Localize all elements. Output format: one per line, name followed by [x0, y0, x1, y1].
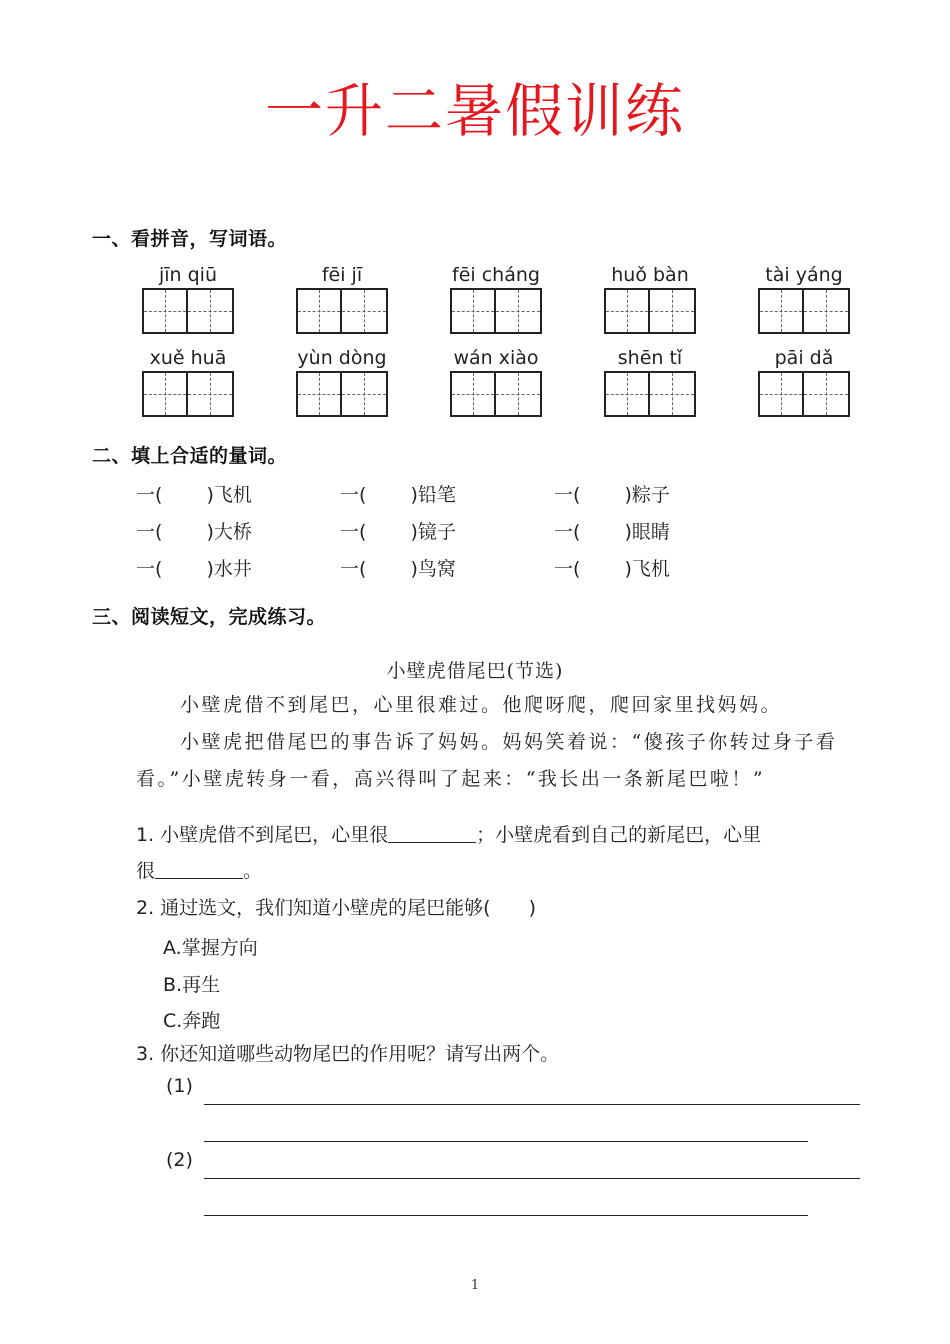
answer-blank[interactable]: [155, 857, 243, 879]
answer-blank[interactable]: [388, 821, 476, 843]
pinyin-item: [142, 262, 262, 334]
pinyin-item: [604, 262, 724, 334]
section2-heading: 二、填上合适的量词。: [92, 445, 288, 467]
option-c[interactable]: C.奔跑: [163, 1010, 221, 1032]
question-3: 3. 你还知道哪些动物尾巴的作用呢？请写出两个。: [136, 1043, 560, 1065]
measure-word-item[interactable]: 一( )水井: [136, 558, 252, 580]
writing-grid[interactable]: [296, 371, 416, 417]
writing-grid[interactable]: [450, 288, 570, 334]
passage-paragraph: 小壁虎借不到尾巴，心里很难过。他爬呀爬，爬回家里找妈妈。: [180, 694, 783, 716]
pinyin-label: fēi cháng: [452, 264, 540, 286]
question-1: [136, 817, 866, 853]
pinyin-item: [450, 345, 570, 417]
pinyin-item: [142, 345, 262, 417]
section3-heading: 三、阅读短文，完成练习。: [92, 606, 327, 628]
writing-grid[interactable]: [758, 371, 878, 417]
pinyin-label: huǒ bàn: [611, 264, 689, 286]
answer-line[interactable]: [204, 1141, 808, 1142]
writing-grid[interactable]: [296, 288, 416, 334]
pinyin-label: shēn tǐ: [617, 347, 683, 369]
page-title: 一升二暑假训练: [264, 77, 685, 145]
pinyin-label: fēi jī: [321, 264, 363, 286]
measure-word-item[interactable]: 一( )鸟窝: [340, 558, 456, 580]
pinyin-label: yùn dòng: [297, 347, 387, 369]
measure-word-item[interactable]: 一( )镜子: [340, 521, 456, 543]
writing-grid[interactable]: [604, 288, 724, 334]
question-1-text: 1. 小壁虎借不到尾巴，心里很: [136, 824, 389, 846]
pinyin-item: [296, 345, 416, 417]
question-1-text: 很: [136, 860, 156, 882]
measure-word-item[interactable]: 一( )眼睛: [554, 521, 670, 543]
measure-word-item[interactable]: 一( )大桥: [136, 521, 252, 543]
pinyin-item: [450, 262, 570, 334]
answer-label: (2): [166, 1149, 193, 1171]
measure-word-item[interactable]: 一( )飞机: [136, 484, 252, 506]
option-a[interactable]: A.掌握方向: [163, 937, 258, 959]
question-1-text: 。: [243, 860, 263, 882]
passage-title: 小壁虎借尾巴(节选): [386, 660, 564, 682]
page-number: 1: [470, 1278, 480, 1293]
question-2: 2. 通过选文，我们知道小壁虎的尾巴能够( ): [136, 897, 536, 919]
writing-grid[interactable]: [758, 288, 878, 334]
question-1-cont: [136, 853, 866, 889]
measure-word-item[interactable]: 一( )飞机: [554, 558, 670, 580]
question-1-text: ；小壁虎看到自己的新尾巴，心里: [476, 824, 762, 846]
passage-paragraph: 小壁虎把借尾巴的事告诉了妈妈。妈妈笑着说：“傻孩子你转过身子看看。”小壁虎转身一看，高兴得叫了起来：“我长出一条新尾巴啦！”: [136, 731, 838, 790]
pinyin-item: [758, 262, 878, 334]
writing-grid[interactable]: [604, 371, 724, 417]
pinyin-item: [604, 345, 724, 417]
pinyin-label: xuě huā: [149, 347, 227, 369]
answer-line[interactable]: [204, 1104, 860, 1105]
writing-grid[interactable]: [142, 288, 262, 334]
section1-heading: 一、看拼音，写词语。: [92, 228, 288, 250]
measure-word-item[interactable]: 一( )铅笔: [340, 484, 456, 506]
pinyin-item: [296, 262, 416, 334]
pinyin-label: tài yáng: [765, 264, 843, 286]
answer-line[interactable]: [204, 1215, 808, 1216]
pinyin-label: pāi dǎ: [774, 347, 834, 369]
pinyin-label: wán xiào: [453, 347, 539, 369]
writing-grid[interactable]: [450, 371, 570, 417]
pinyin-item: [758, 345, 878, 417]
option-b[interactable]: B.再生: [163, 974, 221, 996]
measure-word-item[interactable]: 一( )粽子: [554, 484, 670, 506]
writing-grid[interactable]: [142, 371, 262, 417]
pinyin-label: jīn qiū: [158, 264, 218, 286]
answer-line[interactable]: [204, 1178, 860, 1179]
answer-label: (1): [166, 1075, 193, 1097]
